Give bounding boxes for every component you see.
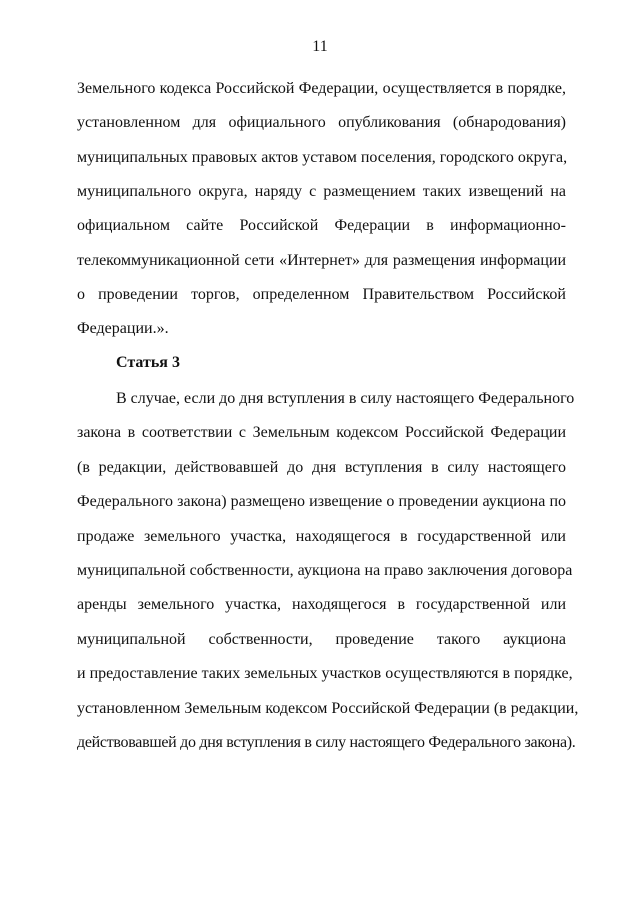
paragraph-line: (в редакции, действовавшей до дня вступления в силу настоящего bbox=[77, 459, 566, 476]
paragraph-line: установленном для официального опубликования (обнародования) bbox=[77, 114, 566, 131]
paragraph-line: муниципальных правовых актов уставом поселения, городского округа, bbox=[77, 149, 568, 166]
paragraph-line: аренды земельного участка, находящегося в государственной или bbox=[77, 596, 566, 613]
paragraph-line: и предоставление таких земельных участков осуществляются в порядке, bbox=[77, 665, 573, 682]
paragraph-line: о проведении торгов, определенном Правительством Российской bbox=[77, 286, 566, 303]
page-number: 11 bbox=[312, 38, 328, 55]
paragraph-line: В случае, если до дня вступления в силу настоящего Федерального bbox=[116, 390, 575, 407]
paragraph-line: Федерации.». bbox=[77, 320, 169, 337]
paragraph-line: закона в соответствии с Земельным кодексом Российской Федерации bbox=[77, 424, 566, 441]
paragraph-line: официальном сайте Российской Федерации в информационно- bbox=[77, 217, 566, 234]
paragraph-line: муниципального округа, наряду с размещением таких извещений на bbox=[77, 183, 566, 200]
paragraph-line: продаже земельного участка, находящегося в государственной или bbox=[77, 528, 566, 545]
paragraph-line: Федерального закона) размещено извещение о проведении аукциона по bbox=[77, 493, 566, 510]
paragraph-line: действовавшей до дня вступления в силу настоящего Федерального закона). bbox=[77, 734, 576, 751]
paragraph-line: муниципальной собственности, аукциона на право заключения договора bbox=[77, 562, 573, 579]
article-heading: Статья 3 bbox=[116, 354, 180, 371]
paragraph-line: телекоммуникационной сети «Интернет» для размещения информации bbox=[77, 252, 566, 269]
paragraph-line: муниципальной собственности, проведение такого аукциона bbox=[77, 631, 566, 648]
paragraph-line: установленном Земельным кодексом Российской Федерации (в редакции, bbox=[77, 700, 579, 717]
paragraph-line: Земельного кодекса Российской Федерации, осуществляется в порядке, bbox=[77, 80, 566, 97]
